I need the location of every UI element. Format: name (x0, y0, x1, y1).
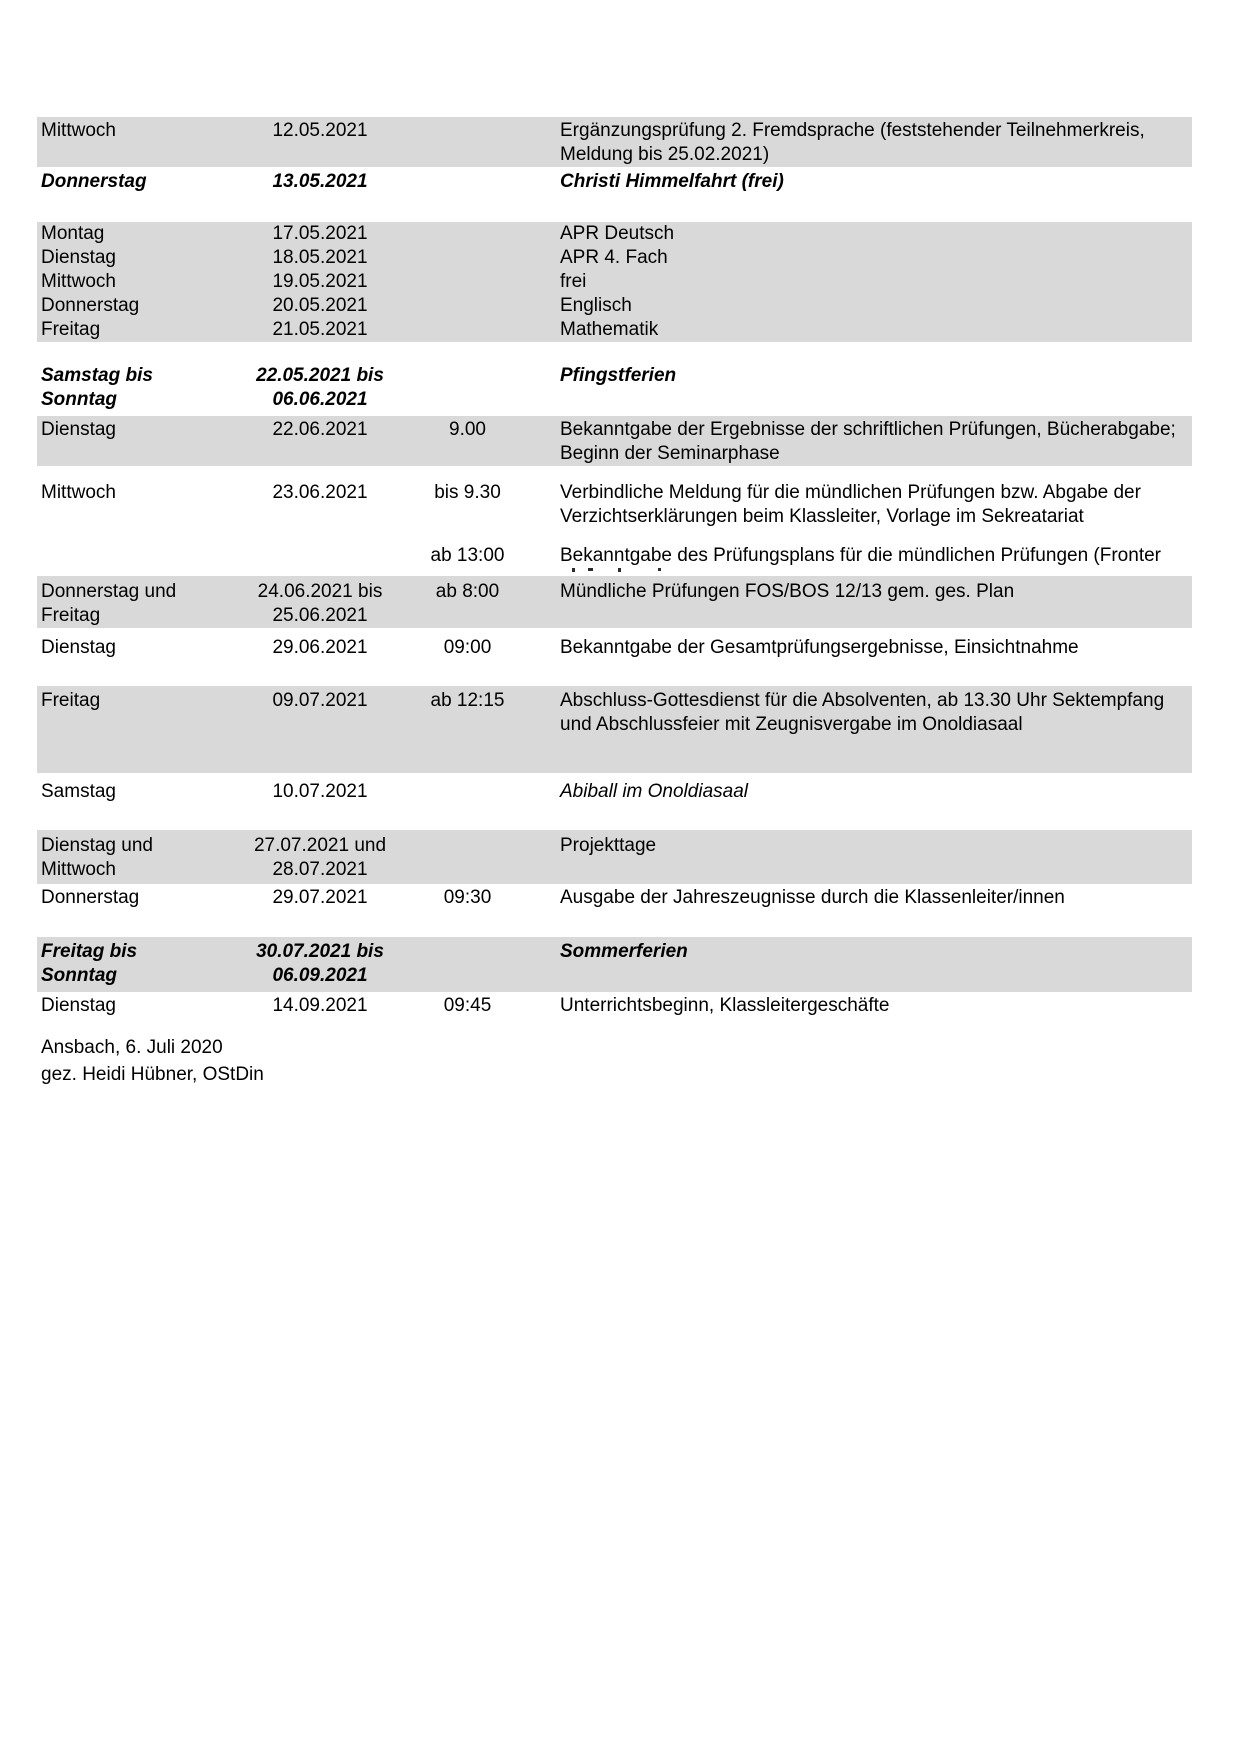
event-text: Beginn der Seminarphase (560, 443, 780, 464)
schedule-row (37, 167, 1192, 194)
event-cell (535, 246, 1192, 270)
event-cell (535, 170, 1192, 194)
event-text: Englisch (560, 295, 632, 316)
date-cell (240, 364, 400, 412)
day-text: Dienstag (41, 419, 116, 440)
date-text: 12.05.2021 (272, 120, 368, 141)
schedule-row (37, 342, 1192, 416)
date-text: 29.06.2021 (272, 637, 368, 658)
event-cell (535, 418, 1192, 466)
event-text: Bekanntgabe des Prüfungsplans für die mündlichen Prüfungen (Fronter (560, 545, 1161, 566)
schedule-row (37, 222, 1192, 246)
day-text: Montag (41, 223, 105, 244)
day-text: Freitag (41, 690, 101, 711)
time-text: 09:45 (443, 995, 492, 1016)
day-text: Freitag (41, 605, 101, 626)
day-text: Dienstag und (41, 835, 153, 856)
event-cell (535, 364, 1192, 412)
day-text: Dienstag (41, 637, 116, 658)
clipped-text-remnant (560, 568, 1182, 576)
time-cell (400, 246, 535, 270)
date-cell (240, 834, 400, 882)
time-text: 09:30 (443, 887, 492, 908)
date-text: 27.07.2021 und (253, 835, 387, 856)
day-cell (37, 418, 240, 466)
event-text: Abiball im Onoldiasaal (560, 781, 748, 802)
schedule-row (37, 686, 1192, 773)
event-text: Unterrichtsbeginn, Klassleitergeschäfte (560, 995, 890, 1016)
schedule-row (37, 294, 1192, 318)
time-cell (400, 170, 535, 194)
event-cell (535, 834, 1192, 882)
day-cell (37, 222, 240, 246)
date-text: 22.05.2021 bis (256, 365, 384, 386)
time-cell (400, 481, 535, 529)
date-text: 30.07.2021 bis (256, 941, 384, 962)
time-cell (400, 780, 535, 804)
day-text: Donnerstag (41, 171, 147, 192)
time-cell (400, 834, 535, 882)
day-cell (37, 294, 240, 318)
signature-block (37, 1034, 1192, 1088)
time-cell (400, 940, 535, 988)
time-cell (400, 270, 535, 294)
event-text: Christi Himmelfahrt (frei) (560, 171, 784, 192)
event-text: Mündliche Prüfungen FOS/BOS 12/13 gem. ges. Plan (560, 581, 1015, 602)
event-cell (535, 940, 1192, 988)
time-cell (400, 294, 535, 318)
day-text: Donnerstag (41, 887, 140, 908)
date-cell (240, 119, 400, 167)
event-cell (535, 994, 1192, 1018)
event-text: Sommerferien (560, 941, 688, 962)
time-cell (400, 544, 535, 576)
date-cell (240, 886, 400, 910)
date-text: 06.09.2021 (272, 965, 368, 986)
date-cell (240, 994, 400, 1018)
date-cell (240, 270, 400, 294)
day-text: Sonntag (41, 389, 117, 410)
time-text: 9.00 (449, 419, 486, 440)
day-text: Dienstag (41, 247, 116, 268)
date-text: 20.05.2021 (272, 295, 368, 316)
date-text: 22.06.2021 (272, 419, 368, 440)
time-cell (400, 119, 535, 167)
schedule-row (37, 992, 1192, 1018)
event-text: APR 4. Fach (560, 247, 668, 268)
time-cell (400, 994, 535, 1018)
day-cell (37, 834, 240, 882)
time-text: 09:00 (443, 637, 492, 658)
date-text: 14.09.2021 (272, 995, 368, 1016)
schedule-row (37, 937, 1192, 992)
schedule-row (37, 529, 1192, 576)
date-cell (240, 222, 400, 246)
event-cell (535, 119, 1192, 167)
signature-line: gez. Heidi Hübner, OStDin (41, 1064, 264, 1085)
date-text: 28.07.2021 (272, 859, 368, 880)
schedule-row (37, 270, 1192, 294)
date-cell (240, 689, 400, 737)
schedule-row (37, 246, 1192, 270)
day-cell (37, 580, 240, 628)
time-cell (400, 318, 535, 342)
schedule-row (37, 466, 1192, 529)
date-text: 18.05.2021 (272, 247, 368, 268)
date-cell (240, 481, 400, 529)
day-text: Freitag bis (41, 941, 138, 962)
day-text: Mittwoch (41, 120, 116, 141)
day-cell (37, 886, 240, 910)
schedule-row (37, 884, 1192, 937)
date-text: 17.05.2021 (272, 223, 368, 244)
date-cell (240, 544, 400, 576)
day-text: Mittwoch (41, 271, 116, 292)
event-text: Pfingstferien (560, 365, 677, 386)
schedule-row (37, 628, 1192, 686)
event-cell (535, 544, 1192, 576)
time-text: bis 9.30 (434, 482, 501, 503)
event-cell (535, 270, 1192, 294)
date-cell (240, 636, 400, 660)
schedule-row (37, 830, 1192, 884)
event-text: Ausgabe der Jahreszeugnisse durch die Klassenleiter/innen (560, 887, 1065, 908)
date-cell (240, 294, 400, 318)
event-text: Verbindliche Meldung für die mündlichen Prüfungen bzw. Abgabe der (560, 482, 1141, 503)
event-cell (535, 886, 1192, 910)
schedule-row (37, 416, 1192, 466)
time-text: ab 8:00 (435, 581, 500, 602)
event-text: Abschluss-Gottesdienst für die Absolventen, ab 13.30 Uhr Sektempfang (560, 690, 1165, 711)
event-cell (535, 689, 1192, 737)
day-text: Dienstag (41, 995, 116, 1016)
time-cell (400, 222, 535, 246)
date-cell (240, 246, 400, 270)
day-cell (37, 170, 240, 194)
event-text: frei (560, 271, 587, 292)
time-text: ab 13:00 (430, 545, 505, 566)
time-cell (400, 418, 535, 466)
date-text: 10.07.2021 (272, 781, 368, 802)
day-cell (37, 994, 240, 1018)
day-cell (37, 636, 240, 660)
day-text: Sonntag (41, 965, 117, 986)
date-cell (240, 580, 400, 628)
date-text: 24.06.2021 bis (257, 581, 383, 602)
event-cell (535, 222, 1192, 246)
day-text: Samstag (41, 781, 116, 802)
place-date-line: Ansbach, 6. Juli 2020 (41, 1037, 223, 1058)
day-cell (37, 689, 240, 737)
time-cell (400, 689, 535, 737)
time-cell (400, 364, 535, 412)
time-cell (400, 636, 535, 660)
time-text: ab 12:15 (430, 690, 505, 711)
day-text: Mittwoch (41, 859, 116, 880)
event-cell (535, 481, 1192, 529)
schedule-row (37, 318, 1192, 342)
day-cell (37, 481, 240, 529)
day-cell (37, 246, 240, 270)
day-cell (37, 270, 240, 294)
schedule-row (37, 773, 1192, 830)
event-text: Bekanntgabe der Ergebnisse der schriftlichen Prüfungen, Bücherabgabe; (560, 419, 1176, 440)
time-cell (400, 580, 535, 628)
event-cell (535, 318, 1192, 342)
schedule-row (37, 576, 1192, 628)
day-cell (37, 364, 240, 412)
event-cell (535, 294, 1192, 318)
date-cell (240, 170, 400, 194)
day-cell (37, 119, 240, 167)
date-text: 06.06.2021 (272, 389, 368, 410)
day-cell (37, 940, 240, 988)
date-text: 13.05.2021 (272, 171, 368, 192)
date-cell (240, 318, 400, 342)
date-cell (240, 418, 400, 466)
event-text: Verzichtserklärungen beim Klassleiter, Vorlage im Sekreatariat (560, 506, 1084, 527)
date-text: 29.07.2021 (272, 887, 368, 908)
date-text: 23.06.2021 (272, 482, 368, 503)
event-text: Meldung bis 25.02.2021) (560, 144, 770, 165)
event-text: Bekanntgabe der Gesamtprüfungsergebnisse, Einsichtnahme (560, 637, 1079, 658)
date-text: 21.05.2021 (272, 319, 368, 340)
event-text: Projekttage (560, 835, 657, 856)
date-cell (240, 940, 400, 988)
day-cell (37, 780, 240, 804)
date-cell (240, 780, 400, 804)
day-text: Donnerstag und (41, 581, 177, 602)
schedule-table (37, 117, 1192, 1088)
event-cell (535, 636, 1192, 660)
date-text: 09.07.2021 (272, 690, 368, 711)
day-cell (37, 544, 240, 576)
day-text: Mittwoch (41, 482, 116, 503)
event-text: und Abschlussfeier mit Zeugnisvergabe im Onoldiasaal (560, 714, 1023, 735)
row-spacer (37, 194, 1192, 222)
date-text: 25.06.2021 (272, 605, 368, 626)
date-text: 19.05.2021 (272, 271, 368, 292)
event-text: Mathematik (560, 319, 659, 340)
day-cell (37, 318, 240, 342)
time-cell (400, 886, 535, 910)
event-text: Ergänzungsprüfung 2. Fremdsprache (feststehender Teilnehmerkreis, (560, 120, 1145, 141)
schedule-row (37, 117, 1192, 167)
event-cell (535, 780, 1192, 804)
event-cell (535, 580, 1192, 628)
day-text: Samstag bis (41, 365, 153, 386)
day-text: Freitag (41, 319, 101, 340)
day-text: Donnerstag (41, 295, 140, 316)
event-text: APR Deutsch (560, 223, 675, 244)
